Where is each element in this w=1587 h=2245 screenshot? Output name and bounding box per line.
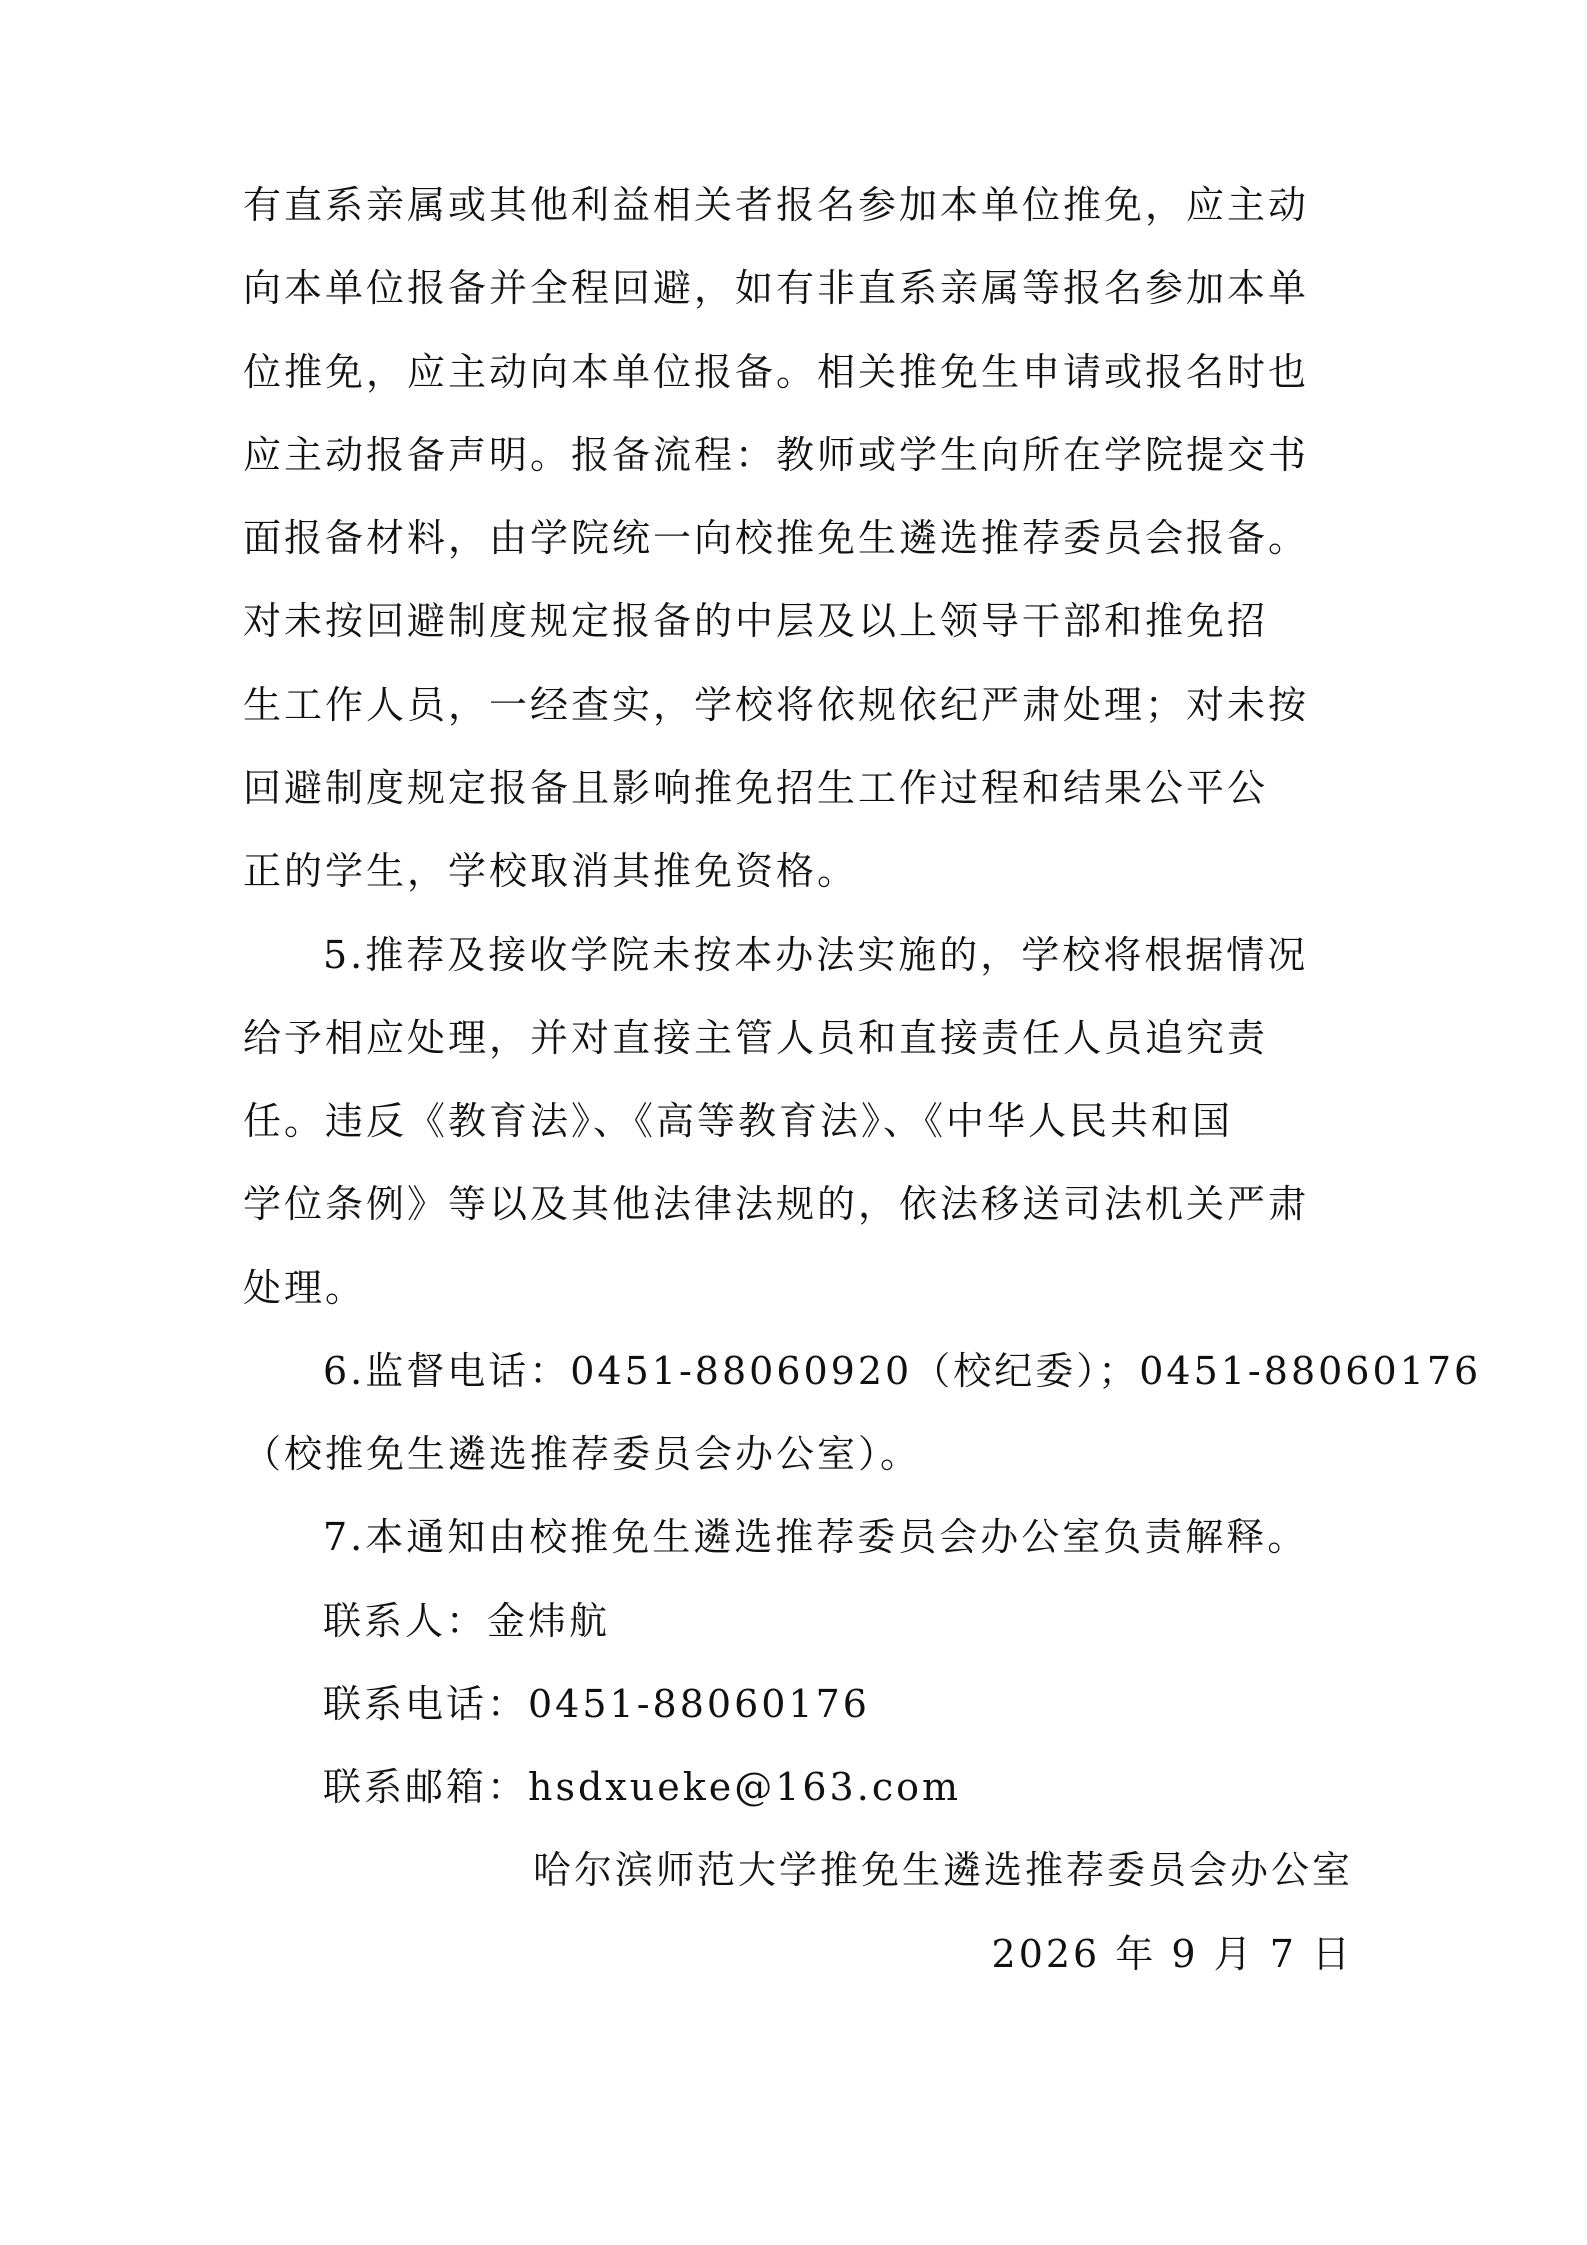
contact-email: 联系邮箱：hsdxueke@163.com [323,1765,962,1809]
body-line: 面报备材料，由学院统一向校推免生遴选推荐委员会报备。 [243,516,1310,560]
body-line: 对未按回避制度规定报备的中层及以上领导干部和推免招 [243,599,1269,643]
contact-person: 联系人：金炜航 [323,1599,611,1643]
issuer-signature: 哈尔滨师范大学推免生遴选推荐委员会办公室 [532,1848,1353,1892]
body-line: 5.推荐及接收学院未按本办法实施的，学校将根据情况 [323,933,1309,977]
body-line: 回避制度规定报备且影响推免招生工作过程和结果公平公 [243,766,1269,810]
body-line: 生工作人员，一经查实，学校将依规依纪严肃处理；对未按 [243,683,1310,727]
body-line: 给予相应处理，并对直接主管人员和直接责任人员追究责 [243,1016,1269,1060]
interpretation-note: 7.本通知由校推免生遴选推荐委员会办公室负责解释。 [323,1515,1309,1559]
body-line: 应主动报备声明。报备流程：教师或学生向所在学院提交书 [243,433,1310,477]
contact-phone: 联系电话：0451-88060176 [323,1682,870,1726]
body-line: 向本单位报备并全程回避，如有非直系亲属等报名参加本单 [243,266,1310,310]
supervision-phone: 6.监督电话：0451-88060920（校纪委）；0451-88060176 [323,1349,1482,1393]
body-line: 处理。 [243,1266,367,1310]
issue-date: 2026 年 9 月 7 日 [991,1932,1353,1976]
body-line: （校推免生遴选推荐委员会办公室）。 [243,1432,922,1476]
body-line: 任。违反《教育法》、《高等教育法》、《中华人民共和国 [243,1099,1234,1143]
body-line: 正的学生，学校取消其推免资格。 [243,849,859,893]
body-line: 学位条例》等以及其他法律法规的，依法移送司法机关严肃 [243,1182,1310,1226]
body-line: 位推免，应主动向本单位报备。相关推免生申请或报名时也 [243,350,1310,394]
body-line: 有直系亲属或其他利益相关者报名参加本单位推免，应主动 [243,183,1310,227]
